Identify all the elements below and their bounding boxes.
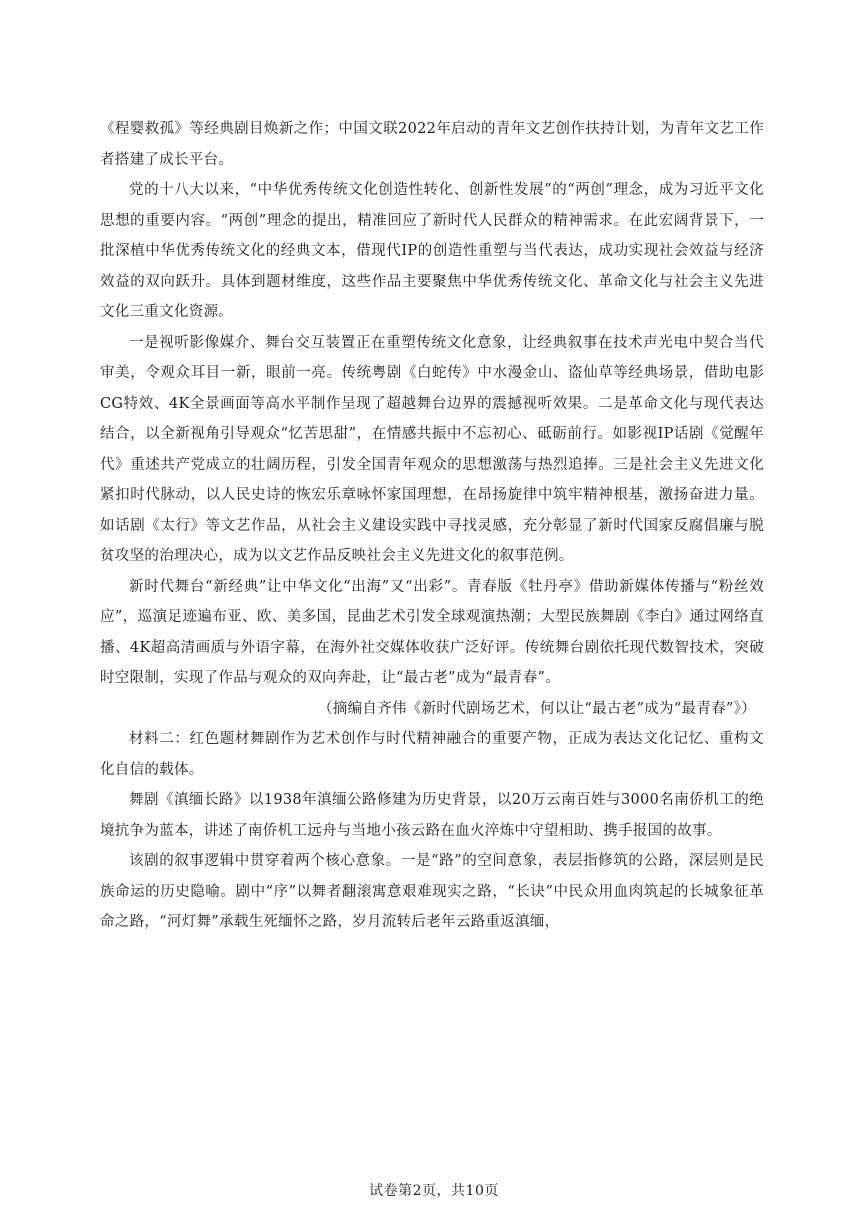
paragraph-two-creation-concept: 党的十八大以来，“中华优秀传统文化创造性转化、创新性发展”的“两创”理念，成为习近平文化思想的重要内容。“两创”理念的提出，精准回应了新时代人民群众的精神需求。在此宏阔背景下，一批深植中华优秀传统文化的经典文本，借现代IP的创造性重塑与当代表达，成功实现社会效益与经济效益的双向跃升。具体到题材维度，这些作品主要聚焦中华优秀传统文化、革命文化与社会主义先进文化三重文化资源。 (100, 182, 764, 320)
paragraph-core-imagery: 该剧的叙事逻辑中贯穿着两个核心意象。一是“路”的空间意象，表层指修筑的公路，深层则是民族命运的历史隐喻。剧中“序”以舞者翻滚寓意艰难现实之路，“长诀”中民众用血肉筑起的长城象征革命之路，“河灯舞”承载生死缅怀之路，岁月流转后老年云路重返滇缅， (100, 853, 764, 930)
paragraph-intro-continuation: 《程婴救孤》等经典剧目焕新之作；中国文联2022年启动的青年文艺创作扶持计划，为青年文艺工作者搭建了成长平台。 (100, 121, 764, 168)
paragraph-three-themes: 一是视听影像媒介、舞台交互装置正在重塑传统文化意象，让经典叙事在技术声光电中契合当代审美，令观众耳目一新，眼前一亮。传统粤剧《白蛇传》中水漫金山、盗仙草等经典场景，借助电影CG特效、4K全景画面等高水平制作呈现了超越舞台边界的震撼视听效果。二是革命文化与现代表达结合，以全新视角引导观众“忆苦思甜”，在情感共振中不忘初心、砥砺前行。如影视IP话剧《觉醒年代》重述共产党成立的壮阔历程，引发全国青年观众的思想激荡与热烈追捧。三是社会主义先进文化紧扣时代脉动，以人民史诗的恢宏乐章咏怀家国理想，在昂扬旋律中筑牢精神根基，激扬奋进力量。如话剧《太行》等文艺作品，从社会主义建设实践中寻找灵感，充分彰显了新时代国家反腐倡廉与脱贫攻坚的治理决心，成为以文艺作品反映社会主义先进文化的叙事范例。 (100, 334, 764, 564)
paragraph-going-global: 新时代舞台“新经典”让中华文化“出海”又“出彩”。青春版《牡丹亭》借助新媒体传播与“粉丝效应”，巡演足迹遍布亚、欧、美多国，昆曲艺术引发全球观演热潮；大型民族舞剧《李白》通过网络直播、4K超高清画质与外语字幕，在海外社交媒体收获广泛好评。传统舞台剧依托现代数智技术，突破时空限制，实现了作品与观众的双向奔赴，让“最古老”成为“最青春”。 (100, 578, 764, 686)
page-footer: 试卷第2页，共10页 (369, 1183, 499, 1199)
page-content (100, 114, 764, 938)
source-citation: （摘编自齐伟《新时代剧场艺术，何以让“最古老”成为“最青春”》） (318, 700, 756, 717)
material-two-heading-paragraph: 材料二：红色题材舞剧作为艺术创作与时代精神融合的重要产物，正成为表达文化记忆、重构文化自信的载体。 (100, 731, 764, 778)
paragraph-dance-drama-intro: 舞剧《滇缅长路》以1938年滇缅公路修建为历史背景，以20万云南百姓与3000名南侨机工的绝境抗争为蓝本，讲述了南侨机工远舟与当地小孩云路在血火淬炼中守望相助、携手报国的故事。 (100, 792, 764, 839)
